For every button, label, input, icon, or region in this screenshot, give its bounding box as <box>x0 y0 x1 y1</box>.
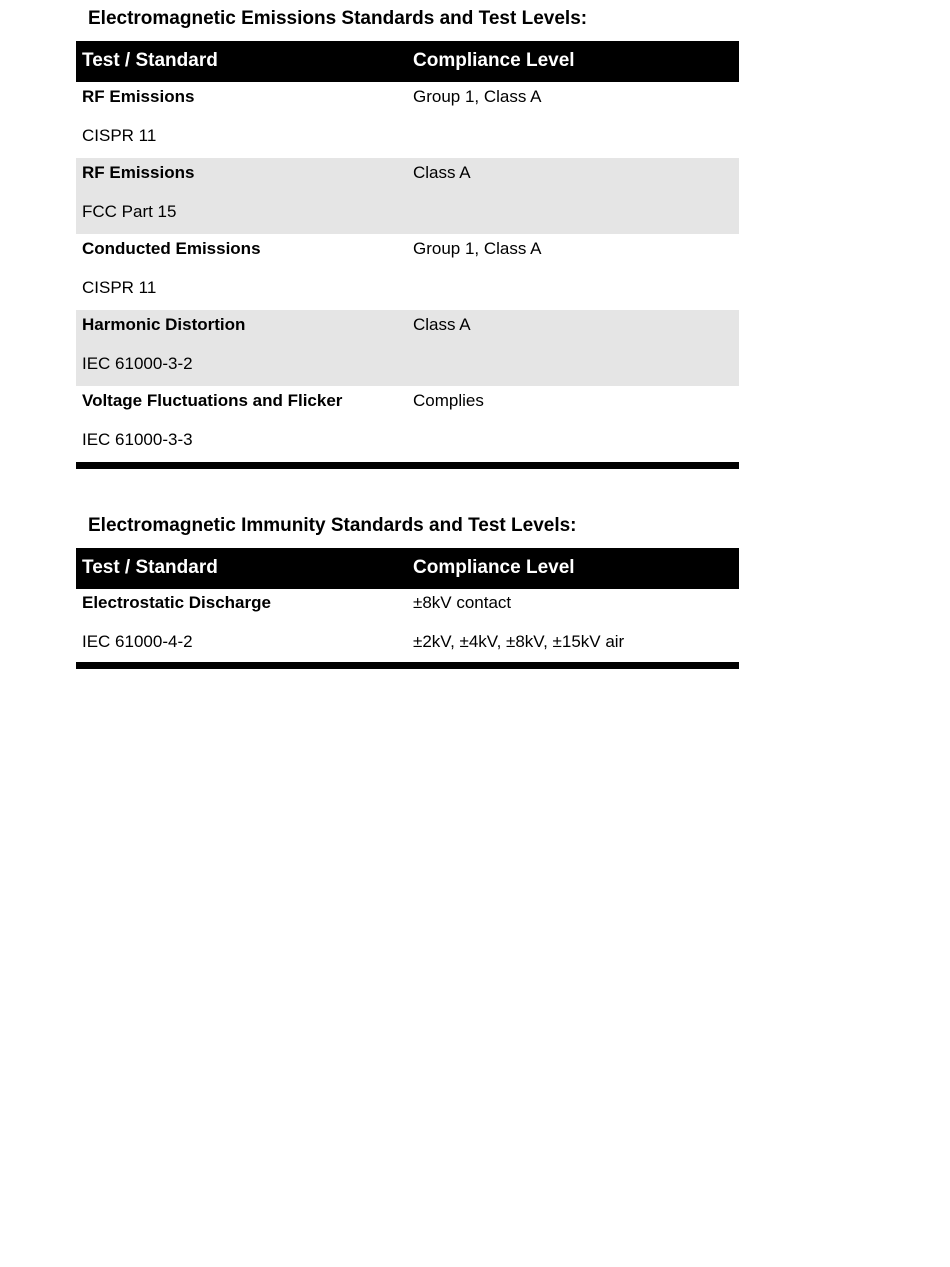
table-row <box>76 386 739 462</box>
row-compliance-level-air: ±2kV, ±4kV, ±8kV, ±15kV air <box>413 632 625 651</box>
row-test-name: Harmonic Distortion <box>82 315 246 334</box>
row-standard: CISPR 11 <box>82 278 157 297</box>
emissions-table-bottom-rule <box>76 462 739 469</box>
row-compliance-level: Class A <box>413 315 471 334</box>
immunity-title: Electromagnetic Immunity Standards and Test Levels: <box>88 515 577 536</box>
header-test-standard: Test / Standard <box>82 557 218 578</box>
row-standard: IEC 61000-3-3 <box>82 430 193 449</box>
table-row <box>76 158 739 234</box>
row-standard: IEC 61000-4-2 <box>82 632 193 651</box>
row-test-name: Conducted Emissions <box>82 239 261 258</box>
header-compliance-level: Compliance Level <box>413 557 575 578</box>
row-compliance-level: Class A <box>413 163 471 182</box>
immunity-table-header <box>76 548 739 589</box>
table-row <box>76 82 739 158</box>
header-test-standard: Test / Standard <box>82 50 218 71</box>
row-compliance-level: Group 1, Class A <box>413 87 542 106</box>
immunity-table-bottom-rule <box>76 662 739 669</box>
table-row <box>76 589 739 662</box>
row-test-name: RF Emissions <box>82 163 195 182</box>
row-compliance-level: Group 1, Class A <box>413 239 542 258</box>
table-row <box>76 234 739 310</box>
row-standard: CISPR 11 <box>82 126 157 145</box>
emissions-table-header <box>76 41 739 82</box>
row-standard: FCC Part 15 <box>82 202 177 221</box>
table-row <box>76 310 739 386</box>
emissions-title: Electromagnetic Emissions Standards and Test Levels: <box>88 8 588 29</box>
immunity-table <box>76 548 739 669</box>
row-compliance-level: Complies <box>413 391 484 410</box>
row-test-name: RF Emissions <box>82 87 195 106</box>
emissions-table <box>76 41 739 469</box>
row-standard: IEC 61000-3-2 <box>82 354 193 373</box>
row-test-name: Electrostatic Discharge <box>82 593 271 612</box>
row-test-name: Voltage Fluctuations and Flicker <box>82 391 343 410</box>
header-compliance-level: Compliance Level <box>413 50 575 71</box>
row-compliance-level-contact: ±8kV contact <box>413 593 512 612</box>
